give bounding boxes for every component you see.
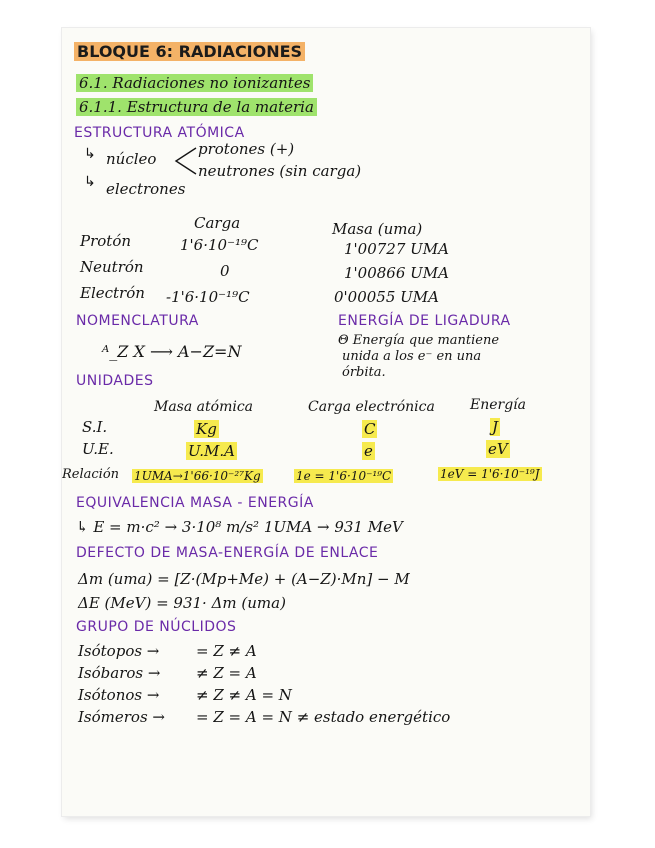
ue-carga-value: e [364,442,373,460]
branch-arrow-icon-2: ↳ [84,174,96,190]
si-energia-value: J [492,418,499,436]
section-2-text: 6.1.1. Estructura de la materia [76,98,317,116]
row-carga: -1'6·10⁻¹⁹C [166,288,250,306]
si-masa-value: Kg [196,420,217,438]
nuclidos-heading: GRUPO DE NÚCLIDOS [76,619,237,635]
nucleo-label: núcleo [106,150,157,168]
ue-energia-value: eV [488,440,508,458]
relacion-energia [438,468,542,480]
relacion-masa-value: 1UMA→1'66·10⁻²⁷Kg [134,469,261,483]
relacion-label: Relación [62,467,120,482]
relacion-energia-value: 1eV = 1'6·10⁻¹⁹J [440,467,540,481]
unidades-col-energia: Energía [470,397,526,413]
nomenclatura-formula: ᴬ_Z X ⟶ A−Z=N [102,342,242,361]
si-carga-value: C [364,420,376,438]
ue-label: U.E. [82,440,114,458]
ue-energia [486,442,510,457]
si-energia [490,420,500,435]
nomenclatura-heading: NOMENCLATURA [76,313,199,329]
electrones-label: electrones [106,180,186,198]
nuclido-rule: = Z ≠ A [196,642,257,660]
ligadura-text-2: unida a los e⁻ en una [342,349,482,364]
table-header-carga: Carga [194,214,241,232]
branch-arrow-icon: ↳ [84,146,96,162]
ue-masa [186,444,237,459]
relacion-carga [294,470,393,482]
row-name: Electrón [80,284,145,302]
unidades-col-carga: Carga electrónica [308,399,435,415]
section-heading-2 [76,100,317,115]
row-masa: 1'00866 UMA [344,264,449,282]
brace-icon [170,144,200,178]
defecto-heading: DEFECTO DE MASA-ENERGÍA DE ENLACE [76,545,379,561]
relacion-carga-value: 1e = 1'6·10⁻¹⁹C [296,469,392,483]
nuclido-name: Isótopos → [78,642,160,660]
si-label: S.I. [82,418,108,436]
nuclido-name: Isótonos → [78,686,160,704]
row-masa: 0'00055 UMA [334,288,439,306]
page-title [74,42,305,61]
notebook-page [62,28,590,816]
row-carga: 1'6·10⁻¹⁹C [180,236,259,254]
nuclido-name: Isómeros → [78,708,165,726]
section-heading-1 [76,76,313,91]
neutrones-label: neutrones (sin carga) [198,162,362,180]
relacion-masa [132,470,263,482]
row-carga: 0 [220,262,230,280]
nuclido-rule: = Z = A = N ≠ estado energético [196,708,451,726]
equivalencia-heading: EQUIVALENCIA MASA - ENERGÍA [76,495,314,511]
equivalencia-formula: ↳ E = m·c² → 3·10⁸ m/s² 1UMA → 931 MeV [76,518,403,536]
ue-carga [362,444,375,459]
protones-label: protones (+) [198,140,295,158]
row-masa: 1'00727 UMA [344,240,449,258]
title-text: BLOQUE 6: RADIACIONES [74,42,305,61]
table-header-masa: Masa (uma) [332,220,423,238]
nuclido-name: Isóbaros → [78,664,161,682]
row-name: Protón [80,232,132,250]
unidades-col-masa: Masa atómica [154,399,254,415]
section-1-text: 6.1. Radiaciones no ionizantes [76,74,313,92]
ligadura-heading: ENERGÍA DE LIGADURA [338,313,511,329]
ligadura-text-1: Θ Energía que mantiene [338,333,500,348]
nuclido-rule: ≠ Z ≠ A = N [196,686,292,704]
si-carga [362,422,377,437]
unidades-heading: UNIDADES [76,373,154,389]
defecto-line-1: Δm (uma) = [Z·(Mp+Me) + (A−Z)·Mn] − M [78,570,410,588]
row-name: Neutrón [80,258,144,276]
estructura-heading: ESTRUCTURA ATÓMICA [74,125,245,141]
ligadura-text-3: órbita. [342,365,386,380]
si-masa [194,422,219,437]
nuclido-rule: ≠ Z = A [196,664,257,682]
ue-masa-value: U.M.A [188,442,235,460]
defecto-line-2: ΔE (MeV) = 931· Δm (uma) [78,594,286,612]
